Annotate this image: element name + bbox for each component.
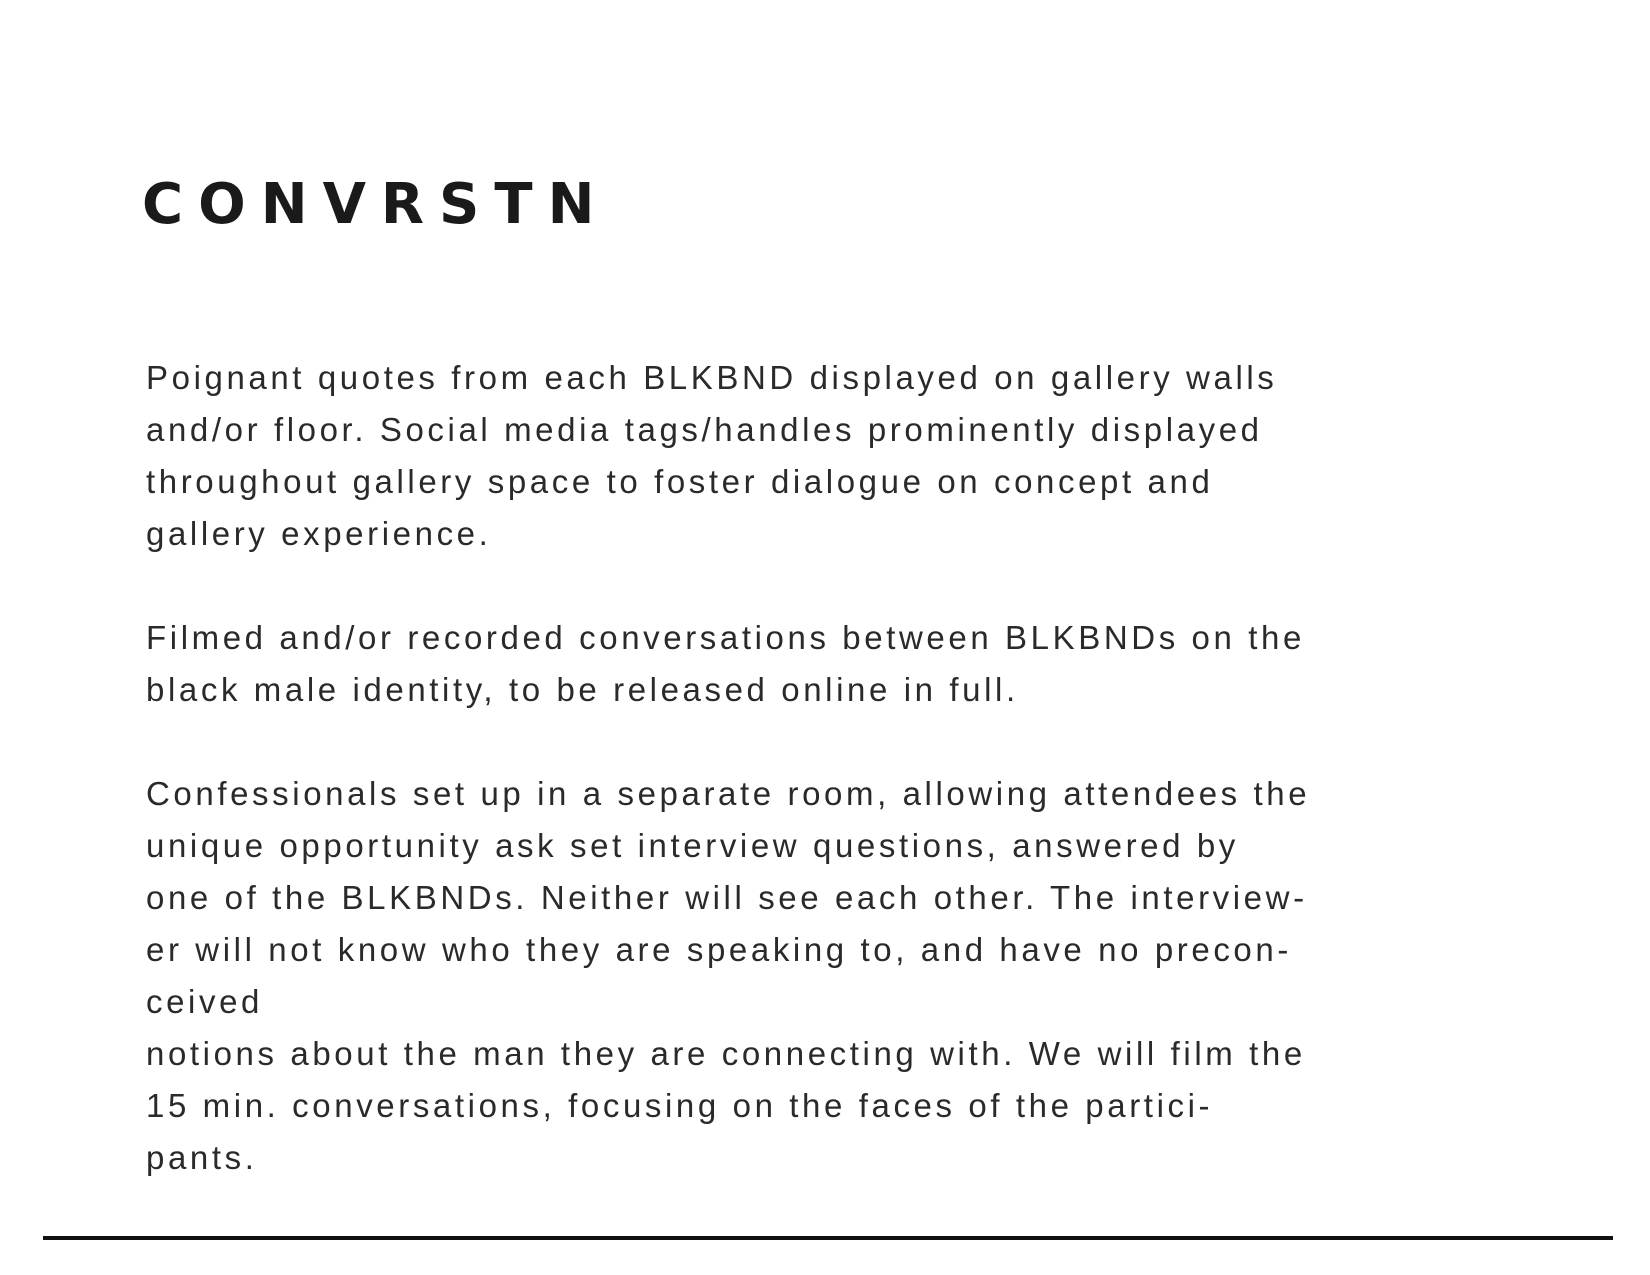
text-line: Filmed and/or recorded conversations between BLKBNDs on the [146, 619, 1305, 656]
bottom-divider [43, 1236, 1613, 1240]
text-line: Poignant quotes from each BLKBND displayed on gallery walls [146, 359, 1278, 396]
text-line: notions about the man they are connecting with. We will film the [146, 1035, 1306, 1072]
body-text [146, 352, 1386, 1184]
text-line: gallery experience. [146, 515, 492, 552]
text-line: 15 min. conversations, focusing on the faces of the partici- [146, 1087, 1214, 1124]
text-line: er will not know who they are speaking to, and have no precon- [146, 931, 1292, 968]
paragraph-conversations [146, 612, 1386, 716]
text-line: black male identity, to be released online in full. [146, 671, 1019, 708]
text-line: throughout gallery space to foster dialogue on concept and [146, 463, 1214, 500]
text-line: pants. [146, 1139, 258, 1176]
text-line: Confessionals set up in a separate room, allowing attendees the [146, 775, 1311, 812]
paragraph-confessionals [146, 768, 1386, 1184]
text-line: unique opportunity ask set interview questions, answered by [146, 827, 1239, 864]
text-line: one of the BLKBNDs. Neither will see each other. The interview- [146, 879, 1308, 916]
page-title: CONVRSTN [142, 172, 610, 237]
paragraph-quotes [146, 352, 1386, 560]
text-line: ceived [146, 983, 263, 1020]
text-line: and/or floor. Social media tags/handles prominently displayed [146, 411, 1263, 448]
